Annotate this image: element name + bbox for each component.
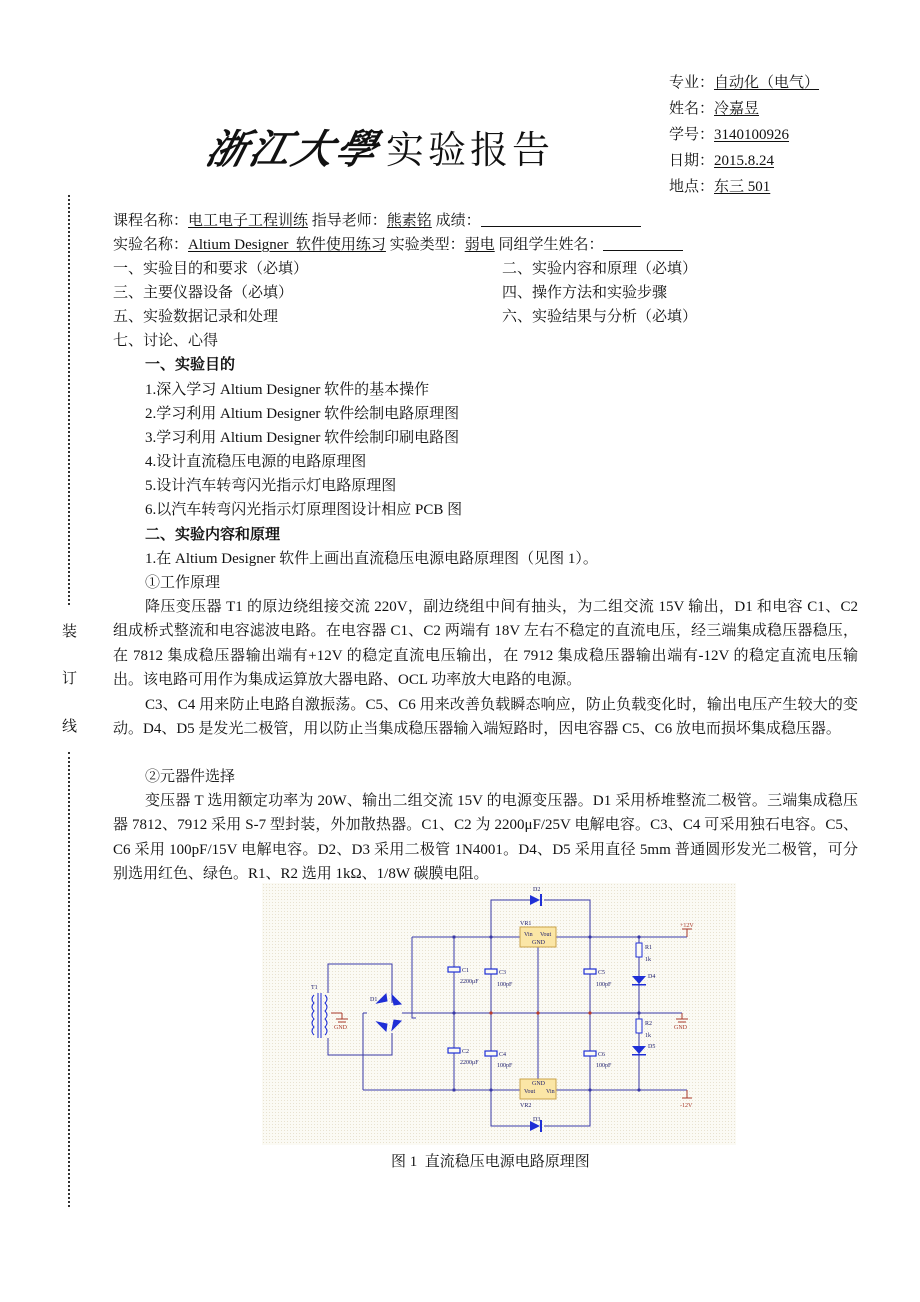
info-value: 东三 501 [714,179,771,195]
label-c4: C4 [499,1052,507,1058]
label-vr1-vout: Vout [540,932,552,938]
outline-item: 七、讨论、心得 [113,333,219,349]
experiment-line [113,233,683,257]
teacher-label: 指导老师： [311,213,387,229]
label-vr1-vin: Vin [524,932,533,938]
course-value: 电工电子工程训练 [188,213,309,229]
label-c5: C5 [598,970,606,976]
university-logo: 浙江大學 [201,126,386,173]
label-vr2: VR2 [520,1103,532,1109]
info-name [669,96,819,122]
group-blank [603,234,683,251]
experiment-value: Altium Designer 软件使用练习 [188,237,386,253]
figure-caption: 图 1 直流稳压电源电路原理图 [391,1154,590,1170]
info-label: 专业： [669,75,715,91]
label-c4-value: 100pF [497,1063,513,1069]
paragraph: 降压变压器 T1 的原边绕组接交流 220V，副边绕组中间有抽头，为二组交流 15V 输出，D1 和电容 C1、C2 组成桥式整流和电容滤波电路。在电容器 C1、C2 两端有 18V 左右不稳定的直流电压，经三端集成稳压器稳压，在 7812 集成稳压器输出端有+12V 的稳定直流电压输出，在 7912 集成稳压器输出端有-12V 的稳定直流电压输出。该电路可用作为集成运算放大器电路、OCL 功率放大电路的电源。 [113,599,858,689]
list-item: 6.以汽车转弯闪光指示灯原理图设计相应 PCB 图 [145,502,463,518]
label-c3-value: 100pF [497,982,513,988]
label-vr1: VR1 [520,921,532,927]
label-gnd-right: GND [674,1025,687,1031]
info-value: 冷嘉昱 [714,101,760,117]
student-info [669,70,819,200]
label-c2: C2 [462,1049,470,1055]
schematic-figure [262,883,736,1145]
outline-item: 五、实验数据记录和处理 [113,309,279,325]
label-gnd-left: GND [334,1025,347,1031]
outline-item: 一、实验目的和要求（必填） [113,261,309,277]
label-vr1-gnd: GND [532,940,545,946]
info-value: 3140100926 [714,127,790,143]
binding-char: 装 [62,624,78,640]
info-date [669,148,819,174]
list-item: 4.设计直流稳压电源的电路原理图 [145,454,367,470]
binding-char: 线 [62,719,78,735]
subheading: ①工作原理 [145,575,221,591]
outline-item: 二、实验内容和原理（必填） [502,261,698,277]
info-value: 自动化（电气） [714,75,820,91]
info-label: 地点： [669,179,715,195]
label-c1: C1 [462,968,470,974]
list-item: 2.学习利用 Altium Designer 软件绘制电路原理图 [145,406,460,422]
label-vr2-gnd: GND [532,1081,545,1087]
list-item: 5.设计汽车转弯闪光指示灯电路原理图 [145,478,397,494]
label-r2: R2 [645,1021,653,1027]
paragraph: C3、C4 用来防止电路自激振荡。C5、C6 用来改善负载瞬态响应，防止负载变化时，输出电压产生较大的变动。D4、D5 是发光二极管，用以防止当集成稳压器输入端短路时，因电容器 C5、C6 放电而损坏集成稳压器。 [113,697,858,738]
report-title-text: 实验报告 [386,128,555,172]
binding-dotted-line-bottom [68,752,70,1207]
info-student-id [669,122,819,148]
info-label: 日期： [669,153,715,169]
info-label: 学号： [669,127,715,143]
course-label: 课程名称： [113,213,189,229]
report-title [201,118,555,178]
label-c6-value: 100pF [596,1063,612,1069]
section-heading: 二、实验内容和原理 [145,527,281,543]
label-c2-value: 2200μF [460,1060,479,1066]
label-r1: R1 [645,945,653,951]
outline-item: 六、实验结果与分析（必填） [502,309,698,325]
list-item: 1.深入学习 Altium Designer 软件的基本操作 [145,382,430,398]
info-major [669,70,819,96]
intro-line: 1.在 Altium Designer 软件上画出直流稳压电源电路原理图（见图 1）。 [145,551,598,567]
label-d3: D3 [533,1117,541,1123]
info-value: 2015.8.24 [714,153,775,169]
subheading: ②元器件选择 [145,769,236,785]
outline-item: 四、操作方法和实验步骤 [502,285,668,301]
label-r2-value: 1k [645,1033,651,1039]
label-r1-value: 1k [645,957,651,963]
course-line [113,209,641,233]
experiment-label: 实验名称： [113,237,189,253]
label-d2: D2 [533,887,541,893]
binding-char: 订 [62,671,78,687]
label-d5: D5 [648,1044,656,1050]
teacher-value: 熊素铭 [386,213,432,229]
label-c1-value: 2200μF [460,979,479,985]
list-item: 3.学习利用 Altium Designer 软件绘制印刷电路图 [145,430,460,446]
info-label: 姓名： [669,101,715,117]
label-vr2-vin: Vin [546,1089,555,1095]
label-c6: C6 [598,1052,606,1058]
type-label: 实验类型： [389,237,465,253]
label-vr2-vout: Vout [524,1089,536,1095]
group-label: 同组学生姓名： [498,237,604,253]
label-d1: D1 [370,997,378,1003]
label-c5-value: 100pF [596,982,612,988]
section-heading: 一、实验目的 [145,357,236,373]
label-plus12v: +12V [680,923,694,929]
label-minus12v: -12V [680,1103,693,1109]
paragraph: 变压器 T 选用额定功率为 20W、输出二组交流 15V 的电源变压器。D1 采用桥堆整流二极管。三端集成稳压器 7812、7912 采用 S-7 型封装，外加散热器。C1、C2 为 2200μF/25V 电解电容。C3、C4 可采用独石电容。C5、C6 采用 100pF/15V 电解电容。D2、D3 采用二极管 1N4001。D4、D5 采用直径 5mm 普通圆形发光二极管，可分别选用红色、绿色。R1、R2 选用 1kΩ、1/8W 碳膜电阻。 [113,793,858,883]
label-t1: T1 [311,985,318,991]
type-value: 弱电 [464,237,495,253]
grade-label: 成绩： [435,213,481,229]
outline-item: 三、主要仪器设备（必填） [113,285,294,301]
grade-blank [481,210,641,227]
label-d4: D4 [648,974,656,980]
binding-dotted-line-top [68,195,70,605]
info-location [669,174,819,200]
label-c3: C3 [499,970,507,976]
